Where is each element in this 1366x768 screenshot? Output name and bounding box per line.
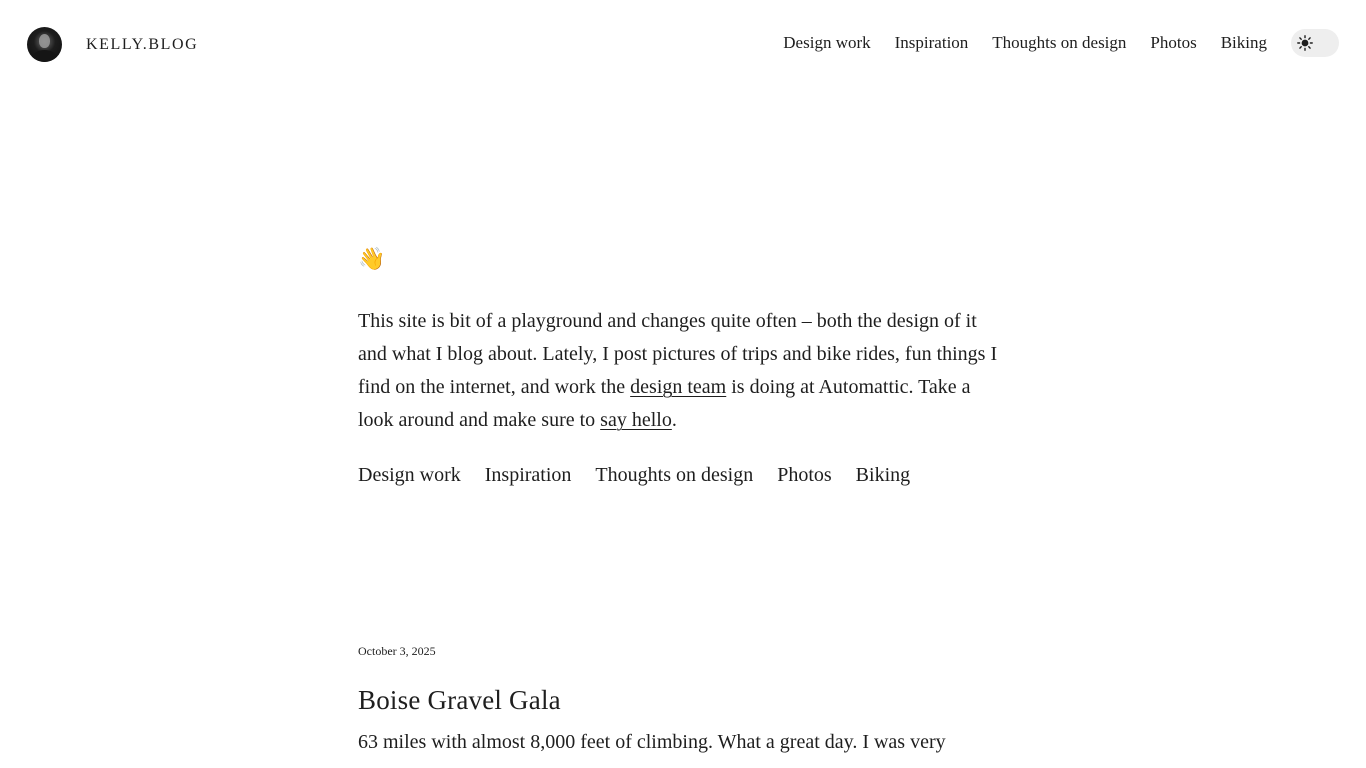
post-title (358, 684, 1008, 716)
theme-toggle[interactable] (1291, 29, 1339, 57)
avatar-shoulders (32, 50, 57, 62)
nav-item-thoughts-on-design[interactable]: Thoughts on design (992, 33, 1127, 52)
intro-nav-design-work[interactable]: Design work (358, 464, 461, 486)
intro-nav-biking[interactable]: Biking (855, 464, 911, 486)
nav-item-photos[interactable]: Photos (1150, 33, 1197, 52)
avatar[interactable] (27, 27, 62, 62)
top-nav (783, 31, 1267, 55)
intro-nav-inspiration[interactable]: Inspiration (484, 464, 572, 486)
post-date: October 3, 2025 (358, 644, 436, 658)
design-team-link[interactable]: design team (630, 376, 727, 398)
intro-text (358, 305, 1008, 437)
intro-section (358, 244, 1008, 489)
post-title-link[interactable]: Boise Gravel Gala (358, 685, 561, 715)
nav-item-design-work[interactable]: Design work (783, 33, 871, 52)
intro-text-part-1: This site is bit of a playground and changes quite often – both the design of it and what I blog about. Lately, I post pictures of trips and bike rides, fun things I find on the internet, and work the (358, 310, 998, 398)
intro-nav-photos[interactable]: Photos (777, 464, 832, 486)
avatar-face (39, 34, 50, 48)
intro-nav (358, 461, 1008, 489)
intro-nav-thoughts-on-design[interactable]: Thoughts on design (595, 464, 754, 486)
nav-item-biking[interactable]: Biking (1220, 33, 1267, 52)
post-card (358, 642, 1008, 759)
nav-item-inspiration[interactable]: Inspiration (894, 33, 969, 52)
post-excerpt: 63 miles with almost 8,000 feet of climbing. What a great day. I was very (358, 731, 946, 753)
waving-hand-icon: 👋 (358, 247, 386, 272)
site-header (0, 0, 1366, 88)
site-title[interactable]: KELLY.BLOG (86, 36, 199, 53)
say-hello-link[interactable]: say hello (600, 409, 672, 431)
sun-icon (1297, 35, 1313, 51)
intro-text-part-3: . (671, 409, 677, 431)
intro-text-part-2: is doing at Automattic. Take a look around and make sure to (358, 376, 971, 431)
